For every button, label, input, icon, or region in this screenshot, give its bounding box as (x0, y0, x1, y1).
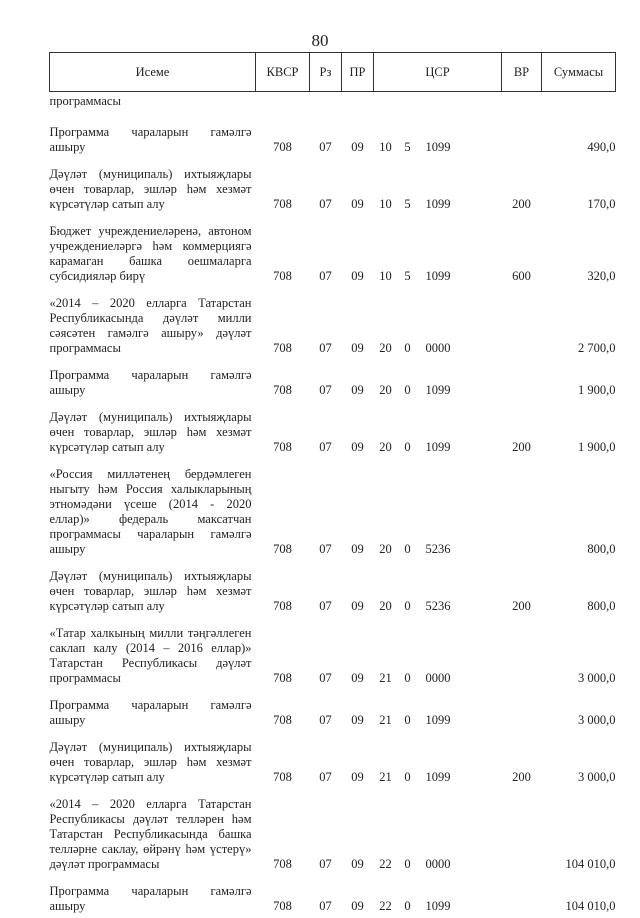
row-rz: 07 (310, 216, 342, 288)
row-name: Программа чараларын гамәлгә ашыру (50, 876, 256, 918)
row-kvsr: 708 (256, 789, 310, 876)
row-csr-part: 1099 (418, 899, 470, 914)
row-vr (502, 618, 542, 690)
row-csr-part: 10 (374, 269, 398, 284)
row-vr (502, 876, 542, 918)
row-kvsr: 708 (256, 216, 310, 288)
continuation-row (50, 92, 616, 118)
row-csr-part: 1099 (418, 197, 470, 212)
row-name: «2014 – 2020 елларга Татарстан Республикасы дәүләт телләрен һәм Татарстан Республикасында башка телләрне саклау, өйрәнү һәм үстерү» дәүләт программасы (50, 789, 256, 876)
row-vr (502, 117, 542, 159)
row-vr (502, 288, 542, 360)
row-pr: 09 (342, 360, 374, 402)
row-csr-part: 1099 (418, 713, 470, 728)
row-csr (374, 216, 502, 288)
row-pr: 09 (342, 690, 374, 732)
row-rz: 07 (310, 360, 342, 402)
row-sum: 104 010,0 (542, 876, 616, 918)
row-csr-part: 20 (374, 341, 398, 356)
row-rz: 07 (310, 561, 342, 618)
row-vr: 200 (502, 402, 542, 459)
row-kvsr: 708 (256, 402, 310, 459)
row-csr-part: 1099 (418, 383, 470, 398)
row-sum: 1 900,0 (542, 402, 616, 459)
row-kvsr: 708 (256, 117, 310, 159)
row-csr-part: 0 (398, 341, 418, 356)
row-name: Дәүләт (муниципаль) ихтыяҗлары өчен товарлар, эшләр һәм хезмәт күрсәтүләр сатып алу (50, 561, 256, 618)
table-row (50, 561, 616, 618)
table-row (50, 288, 616, 360)
row-kvsr: 708 (256, 459, 310, 561)
row-name: Дәүләт (муниципаль) ихтыяҗлары өчен товарлар, эшләр һәм хезмәт күрсәтүләр сатып алу (50, 732, 256, 789)
row-sum: 1 900,0 (542, 360, 616, 402)
table-row (50, 159, 616, 216)
row-csr-part: 0 (398, 440, 418, 455)
row-csr-part: 0 (398, 599, 418, 614)
table-row (50, 690, 616, 732)
row-pr: 09 (342, 117, 374, 159)
row-name: Бюджет учреждениеләренә, автоном учреждениеләргә һәм коммерциягә карамаган башка оешмаларга субсидияләр бирү (50, 216, 256, 288)
row-pr: 09 (342, 459, 374, 561)
row-sum: 490,0 (542, 117, 616, 159)
row-csr (374, 402, 502, 459)
row-csr (374, 561, 502, 618)
row-csr-part: 5 (398, 140, 418, 155)
table-row (50, 789, 616, 876)
row-pr: 09 (342, 618, 374, 690)
table-row (50, 459, 616, 561)
row-name: Дәүләт (муниципаль) ихтыяҗлары өчен товарлар, эшләр һәм хезмәт күрсәтүләр сатып алу (50, 159, 256, 216)
row-csr-part: 10 (374, 140, 398, 155)
row-csr-part: 0 (398, 383, 418, 398)
header-name: Исеме (50, 53, 256, 92)
row-sum: 3 000,0 (542, 618, 616, 690)
row-csr-part: 20 (374, 383, 398, 398)
row-csr-part: 22 (374, 857, 398, 872)
row-csr-part: 20 (374, 440, 398, 455)
row-csr-part: 0 (398, 671, 418, 686)
row-csr (374, 690, 502, 732)
header-pr: ПР (342, 53, 374, 92)
row-csr (374, 288, 502, 360)
row-vr: 200 (502, 732, 542, 789)
row-name: Программа чараларын гамәлгә ашыру (50, 360, 256, 402)
row-csr (374, 618, 502, 690)
row-csr-part: 0 (398, 542, 418, 557)
row-csr-part: 0 (398, 770, 418, 785)
row-csr-part: 0000 (418, 857, 470, 872)
row-vr (502, 459, 542, 561)
budget-table (49, 52, 616, 918)
table-header (50, 53, 616, 92)
row-vr (502, 690, 542, 732)
row-csr-part: 20 (374, 542, 398, 557)
header-sum: Суммасы (542, 53, 616, 92)
row-rz: 07 (310, 876, 342, 918)
row-csr-part: 1099 (418, 770, 470, 785)
row-vr (502, 789, 542, 876)
row-csr-part: 1099 (418, 269, 470, 284)
table-row (50, 117, 616, 159)
header-rz: Рз (310, 53, 342, 92)
row-rz: 07 (310, 690, 342, 732)
header-vr: ВР (502, 53, 542, 92)
table-row (50, 216, 616, 288)
row-csr-part: 0000 (418, 341, 470, 356)
row-pr: 09 (342, 159, 374, 216)
row-rz: 07 (310, 159, 342, 216)
row-sum: 3 000,0 (542, 690, 616, 732)
row-rz: 07 (310, 402, 342, 459)
row-name: Дәүләт (муниципаль) ихтыяҗлары өчен товарлар, эшләр һәм хезмәт күрсәтүләр сатып алу (50, 402, 256, 459)
row-vr (502, 360, 542, 402)
table-row (50, 360, 616, 402)
row-rz: 07 (310, 288, 342, 360)
row-pr: 09 (342, 561, 374, 618)
row-vr: 200 (502, 159, 542, 216)
row-rz: 07 (310, 117, 342, 159)
row-kvsr: 708 (256, 561, 310, 618)
row-csr (374, 876, 502, 918)
row-rz: 07 (310, 459, 342, 561)
row-csr (374, 159, 502, 216)
row-kvsr: 708 (256, 360, 310, 402)
row-csr (374, 117, 502, 159)
row-csr-part: 0000 (418, 671, 470, 686)
row-sum: 2 700,0 (542, 288, 616, 360)
row-name: «Татар халкының милли тәңгәллеген саклап калу (2014 – 2016 еллар)» Татарстан Республикасы дәүләт программасы (50, 618, 256, 690)
row-vr: 600 (502, 216, 542, 288)
row-sum: 800,0 (542, 459, 616, 561)
row-name: «2014 – 2020 елларга Татарстан Республикасында дәүләт милли сәясәтен гамәлгә ашыру» дәүләт программасы (50, 288, 256, 360)
row-sum: 3 000,0 (542, 732, 616, 789)
row-csr-part: 0 (398, 857, 418, 872)
row-sum: 320,0 (542, 216, 616, 288)
row-pr: 09 (342, 876, 374, 918)
row-rz: 07 (310, 618, 342, 690)
header-kvsr: КВСР (256, 53, 310, 92)
row-csr (374, 732, 502, 789)
row-pr: 09 (342, 789, 374, 876)
row-kvsr: 708 (256, 159, 310, 216)
row-csr-part: 0 (398, 899, 418, 914)
row-pr: 09 (342, 288, 374, 360)
row-csr-part: 21 (374, 671, 398, 686)
row-kvsr: 708 (256, 876, 310, 918)
row-csr-part: 1099 (418, 140, 470, 155)
header-csr: ЦСР (374, 53, 502, 92)
row-kvsr: 708 (256, 288, 310, 360)
row-csr (374, 459, 502, 561)
table-body (50, 92, 616, 918)
row-csr (374, 789, 502, 876)
row-csr-part: 20 (374, 599, 398, 614)
row-name: «Россия милләтенең бердәмлеген ныгыту һәм Россия халыкларының этномәдәни үсеше (2014 - 2020 еллар)» федераль максатчан программасы чараларын гамәлгә ашыру (50, 459, 256, 561)
row-pr: 09 (342, 216, 374, 288)
row-csr-part: 21 (374, 713, 398, 728)
row-rz: 07 (310, 732, 342, 789)
row-csr-part: 22 (374, 899, 398, 914)
row-csr-part: 5 (398, 269, 418, 284)
row-sum: 104 010,0 (542, 789, 616, 876)
row-csr-part: 0 (398, 713, 418, 728)
table-row (50, 732, 616, 789)
table-row (50, 876, 616, 918)
row-sum: 170,0 (542, 159, 616, 216)
page-number: 80 (0, 31, 640, 51)
table-row (50, 402, 616, 459)
row-pr: 09 (342, 402, 374, 459)
row-csr-part: 5 (398, 197, 418, 212)
table-row (50, 618, 616, 690)
row-vr: 200 (502, 561, 542, 618)
row-rz: 07 (310, 789, 342, 876)
row-csr-part: 5236 (418, 599, 470, 614)
row-pr: 09 (342, 732, 374, 789)
row-csr-part: 5236 (418, 542, 470, 557)
row-sum: 800,0 (542, 561, 616, 618)
row-csr-part: 21 (374, 770, 398, 785)
row-kvsr: 708 (256, 732, 310, 789)
row-kvsr: 708 (256, 690, 310, 732)
row-csr-part: 10 (374, 197, 398, 212)
row-csr (374, 360, 502, 402)
row-name: Программа чараларын гамәлгә ашыру (50, 690, 256, 732)
continuation-text: программасы (50, 92, 256, 118)
row-name: Программа чараларын гамәлгә ашыру (50, 117, 256, 159)
row-csr-part: 1099 (418, 440, 470, 455)
row-kvsr: 708 (256, 618, 310, 690)
